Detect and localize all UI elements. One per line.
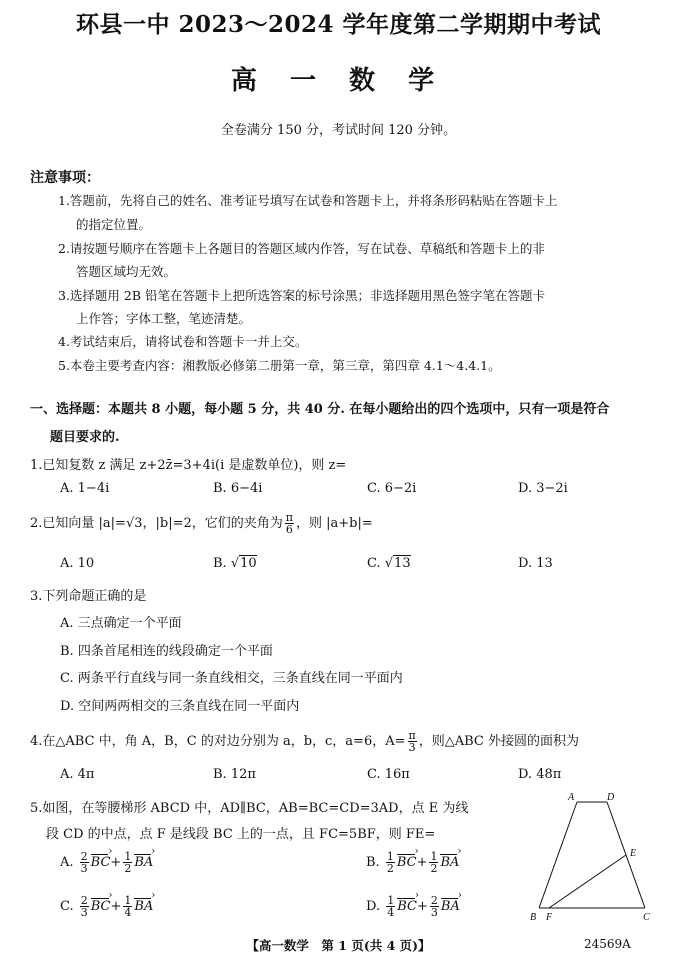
q5-option-d: D. $\frac{1}{4}$ BC ›+ $\frac{2}{3}$ BA › xyxy=(366,895,460,918)
question-3: 3.下列命题正确的是 xyxy=(30,589,147,604)
q4-option-b: B. 12π xyxy=(213,767,256,782)
note-line: 1.答题前，先将自己的姓名、准考证号填写在试卷和答题卡上，并将条形码粘贴在答题卡上 xyxy=(58,193,558,208)
subject-title: 高 一 数 学 xyxy=(230,66,447,96)
q1-option-b: B. 6−4i xyxy=(213,481,263,496)
exam-meta: 全卷满分 150 分，考试时间 120 分钟。 xyxy=(220,123,457,138)
note-line: 答题区域均无效。 xyxy=(76,264,177,279)
q3-option-b: B. 四条首尾相连的线段确定一个平面 xyxy=(60,644,273,659)
note-line: 5.本卷主要考查内容：湘教版必修第二册第一章，第三章，第四章 4.1～4.4.1。 xyxy=(58,358,501,373)
question-4: 4.在△ABC 中，角 A，B，C 的对边分别为 a，b，c，a=6，A= $\frac{\pi}{3}$ ，则△ABC 外接圆的面积为 xyxy=(30,729,579,754)
label-c: C xyxy=(643,912,650,923)
q4-option-a: A. 4π xyxy=(60,767,95,782)
label-a: A xyxy=(568,792,575,803)
q2-option-d: D. 13 xyxy=(518,556,553,571)
exam-title: 环县一中 2023～2024 学年度第二学期期中考试 xyxy=(75,11,602,38)
q2-post: ，则 |a+b|= xyxy=(295,516,373,531)
note-line: 2.请按题号顺序在答题卡上各题目的答题区域内作答，写在试卷、草稿纸和答题卡上的非 xyxy=(58,241,545,256)
label-d: D xyxy=(607,792,615,803)
question-5-line1: 5.如图，在等腰梯形 ABCD 中，AD∥BC，AB=BC=CD=3AD，点 E 为线 xyxy=(30,801,469,816)
question-1: 1.已知复数 z 满足 z+2z̄=3+4i(i 是虚数单位)，则 z= xyxy=(30,458,347,473)
trapezoid-figure xyxy=(522,790,662,925)
note-line: 上作答；字体工整，笔迹清楚。 xyxy=(76,311,252,326)
q3-option-d: D. 空间两两相交的三条直线在同一平面内 xyxy=(60,699,300,714)
q1-option-a: A. 1−4i xyxy=(60,481,110,496)
section-heading: 一、选择题：本题共 8 小题，每小题 5 分，共 40 分. 在每小题给出的四个选项中，只有一项是符合 xyxy=(30,402,610,417)
section-heading-cont: 题目要求的. xyxy=(50,430,120,445)
q1-option-d: D. 3−2i xyxy=(518,481,568,496)
label-e: E xyxy=(630,848,637,859)
page-footer: 【高一数学 第 1 页(共 4 页)】 xyxy=(246,938,431,953)
note-line: 的指定位置。 xyxy=(76,217,152,232)
q2-pre: 2.已知向量 |a|=√3，|b|=2，它们的夹角为 xyxy=(30,516,283,531)
q1-option-c: C. 6−2i xyxy=(367,481,417,496)
notes-heading: 注意事项： xyxy=(30,170,100,186)
question-5-line2: 段 CD 的中点，点 F 是线段 BC 上的一点，且 FC=5BF，则 FE= xyxy=(46,827,436,842)
q4-fraction: $\frac{\pi}{3}$ xyxy=(408,729,416,754)
exam-code: 24569A xyxy=(584,937,631,951)
q2-option-a: A. 10 xyxy=(60,556,95,571)
label-f: F xyxy=(546,912,553,923)
q4-option-c: C. 16π xyxy=(367,767,410,782)
note-line: 4.考试结束后，请将试卷和答题卡一并上交。 xyxy=(58,334,308,349)
q2-option-c: C. √13 xyxy=(367,556,411,571)
q5-option-b: B. $\frac{1}{2}$ BC ›+ $\frac{1}{2}$ BA › xyxy=(366,851,459,874)
q5-option-a: A. $\frac{2}{3}$ BC ›+ $\frac{1}{2}$ BA › xyxy=(60,851,153,874)
q3-option-a: A. 三点确定一个平面 xyxy=(60,616,182,631)
q2-fraction: $\frac{\pi}{6}$ xyxy=(285,511,293,536)
note-line: 3.选择题用 2B 铅笔在答题卡上把所选答案的标号涂黑；非选择题用黑色签字笔在答题卡 xyxy=(58,288,546,303)
label-b: B xyxy=(530,912,537,923)
segment-fe xyxy=(549,855,626,908)
q4-option-d: D. 48π xyxy=(518,767,562,782)
q5-option-c: C. $\frac{2}{3}$ BC ›+ $\frac{1}{4}$ BA › xyxy=(60,895,153,918)
q2-option-b: B. √10 xyxy=(213,556,257,571)
q3-option-c: C. 两条平行直线与同一条直线相交，三条直线在同一平面内 xyxy=(60,671,403,686)
question-2 xyxy=(30,512,373,535)
